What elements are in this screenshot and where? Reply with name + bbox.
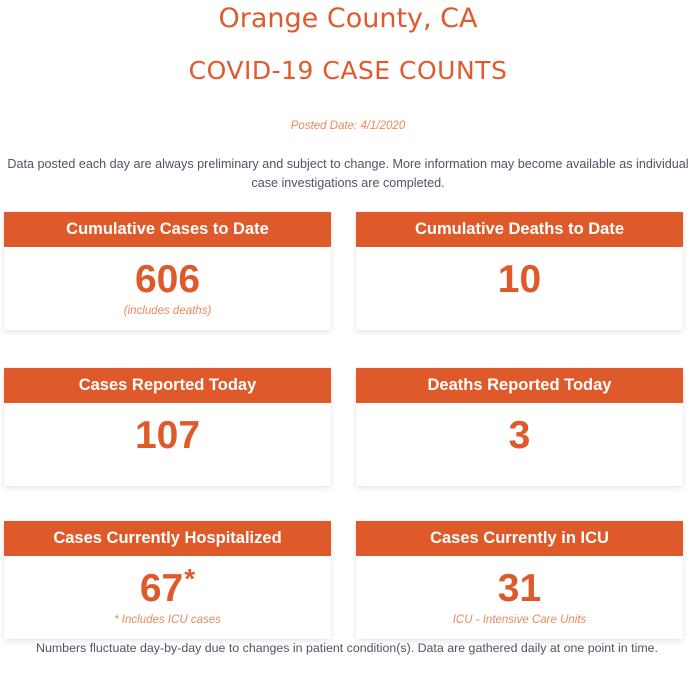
card-value: 31 xyxy=(497,567,542,610)
card-title: Cases Currently Hospitalized xyxy=(4,521,331,556)
card-value: 107 xyxy=(134,414,201,457)
fluctuation-footnote: Numbers fluctuate day-by-day due to changes in patient condition(s). Data are gathered daily at one point in time. xyxy=(36,641,658,655)
card-note: (includes deaths) xyxy=(123,305,212,317)
cumulative-deaths-card xyxy=(356,212,683,330)
cases-hospitalized-card xyxy=(4,521,331,639)
card-value-row xyxy=(4,563,331,612)
cumulative-cases-card xyxy=(4,212,331,330)
card-value: 67 xyxy=(139,567,184,610)
card-title: Cases Reported Today xyxy=(4,368,331,403)
page-title: COVID-19 CASE COUNTS xyxy=(188,56,508,85)
county-title: Orange County, CA xyxy=(218,3,478,34)
cases-reported-today-card xyxy=(4,368,331,486)
card-title: Cases Currently in ICU xyxy=(356,521,683,556)
card-value: 3 xyxy=(508,414,531,457)
deaths-reported-today-card xyxy=(356,368,683,486)
card-title: Cumulative Deaths to Date xyxy=(356,212,683,247)
preliminary-data-notice: Data posted each day are always preliminary and subject to change. More information may become available as individual case investigations are completed. xyxy=(7,157,689,190)
cases-icu-card xyxy=(356,521,683,639)
posted-date: Posted Date: 4/1/2020 xyxy=(290,120,406,132)
card-title: Deaths Reported Today xyxy=(356,368,683,403)
card-title: Cumulative Cases to Date xyxy=(4,212,331,247)
card-note: * Includes ICU cases xyxy=(114,614,221,626)
card-note: ICU - Intensive Care Units xyxy=(452,614,587,626)
card-value: 10 xyxy=(497,258,542,301)
card-value: 606 xyxy=(134,258,201,301)
footnote-marker: * xyxy=(184,563,196,594)
